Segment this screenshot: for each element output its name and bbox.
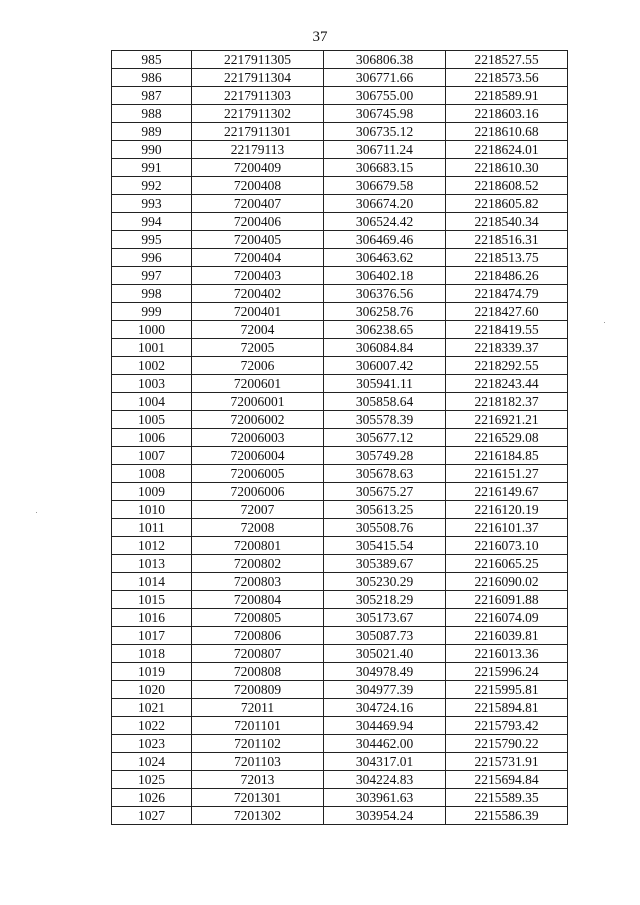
table-row (112, 249, 568, 267)
point-code-cell: 7200405 (192, 231, 324, 249)
table-row (112, 591, 568, 609)
point-code-cell: 72006006 (192, 483, 324, 501)
point-number-cell: 988 (112, 105, 192, 123)
point-code-cell: 72005 (192, 339, 324, 357)
point-number-cell: 1019 (112, 663, 192, 681)
y-coordinate-cell: 2216090.02 (446, 573, 568, 591)
point-code-cell: 2217911304 (192, 69, 324, 87)
y-coordinate-cell: 2218603.16 (446, 105, 568, 123)
x-coordinate-cell: 304462.00 (324, 735, 446, 753)
y-coordinate-cell: 2218243.44 (446, 375, 568, 393)
point-number-cell: 997 (112, 267, 192, 285)
point-number-cell: 1007 (112, 447, 192, 465)
point-code-cell: 7200402 (192, 285, 324, 303)
point-code-cell: 7201301 (192, 789, 324, 807)
point-number-cell: 1022 (112, 717, 192, 735)
point-number-cell: 1003 (112, 375, 192, 393)
point-code-cell: 7200408 (192, 177, 324, 195)
point-code-cell: 7201102 (192, 735, 324, 753)
point-code-cell: 7200401 (192, 303, 324, 321)
point-code-cell: 7200808 (192, 663, 324, 681)
table-row (112, 285, 568, 303)
y-coordinate-cell: 2218610.68 (446, 123, 568, 141)
point-number-cell: 1009 (112, 483, 192, 501)
point-number-cell: 1000 (112, 321, 192, 339)
x-coordinate-cell: 305678.63 (324, 465, 446, 483)
x-coordinate-cell: 306679.58 (324, 177, 446, 195)
point-code-cell: 72011 (192, 699, 324, 717)
table-row (112, 483, 568, 501)
x-coordinate-cell: 304977.39 (324, 681, 446, 699)
table-row (112, 87, 568, 105)
table-row (112, 195, 568, 213)
coordinates-table (111, 50, 568, 825)
x-coordinate-cell: 305087.73 (324, 627, 446, 645)
table-row (112, 375, 568, 393)
point-number-cell: 1004 (112, 393, 192, 411)
point-code-cell: 72006002 (192, 411, 324, 429)
point-code-cell: 7200409 (192, 159, 324, 177)
table-row (112, 123, 568, 141)
table-row (112, 213, 568, 231)
point-code-cell: 7200809 (192, 681, 324, 699)
point-number-cell: 996 (112, 249, 192, 267)
table-row (112, 735, 568, 753)
y-coordinate-cell: 2216091.88 (446, 591, 568, 609)
table-row (112, 447, 568, 465)
table-row (112, 753, 568, 771)
y-coordinate-cell: 2216065.25 (446, 555, 568, 573)
scan-speck (36, 512, 37, 513)
y-coordinate-cell: 2216149.67 (446, 483, 568, 501)
point-number-cell: 1013 (112, 555, 192, 573)
table-row (112, 393, 568, 411)
table-row (112, 429, 568, 447)
point-number-cell: 989 (112, 123, 192, 141)
y-coordinate-cell: 2216074.09 (446, 609, 568, 627)
point-code-cell: 7200807 (192, 645, 324, 663)
point-code-cell: 72006001 (192, 393, 324, 411)
y-coordinate-cell: 2218419.55 (446, 321, 568, 339)
x-coordinate-cell: 305941.11 (324, 375, 446, 393)
table-row (112, 789, 568, 807)
point-code-cell: 7200802 (192, 555, 324, 573)
point-code-cell: 7200804 (192, 591, 324, 609)
point-number-cell: 995 (112, 231, 192, 249)
y-coordinate-cell: 2216120.19 (446, 501, 568, 519)
table-row (112, 69, 568, 87)
y-coordinate-cell: 2216151.27 (446, 465, 568, 483)
point-number-cell: 1020 (112, 681, 192, 699)
point-number-cell: 1011 (112, 519, 192, 537)
table-row (112, 357, 568, 375)
y-coordinate-cell: 2218624.01 (446, 141, 568, 159)
y-coordinate-cell: 2218608.52 (446, 177, 568, 195)
x-coordinate-cell: 305749.28 (324, 447, 446, 465)
point-code-cell: 2217911303 (192, 87, 324, 105)
x-coordinate-cell: 304224.83 (324, 771, 446, 789)
x-coordinate-cell: 305415.54 (324, 537, 446, 555)
point-code-cell: 7200404 (192, 249, 324, 267)
point-code-cell: 72007 (192, 501, 324, 519)
x-coordinate-cell: 305677.12 (324, 429, 446, 447)
x-coordinate-cell: 306806.38 (324, 51, 446, 69)
point-code-cell: 7200601 (192, 375, 324, 393)
x-coordinate-cell: 306745.98 (324, 105, 446, 123)
point-number-cell: 1012 (112, 537, 192, 555)
point-code-cell: 72006004 (192, 447, 324, 465)
point-number-cell: 994 (112, 213, 192, 231)
point-code-cell: 2217911302 (192, 105, 324, 123)
table-row (112, 141, 568, 159)
y-coordinate-cell: 2218292.55 (446, 357, 568, 375)
point-number-cell: 1001 (112, 339, 192, 357)
x-coordinate-cell: 306683.15 (324, 159, 446, 177)
y-coordinate-cell: 2215996.24 (446, 663, 568, 681)
point-code-cell: 72004 (192, 321, 324, 339)
table-row (112, 645, 568, 663)
point-number-cell: 1027 (112, 807, 192, 825)
point-code-cell: 7200806 (192, 627, 324, 645)
table-row (112, 519, 568, 537)
point-number-cell: 992 (112, 177, 192, 195)
x-coordinate-cell: 305173.67 (324, 609, 446, 627)
point-code-cell: 72013 (192, 771, 324, 789)
point-number-cell: 999 (112, 303, 192, 321)
x-coordinate-cell: 306524.42 (324, 213, 446, 231)
y-coordinate-cell: 2218474.79 (446, 285, 568, 303)
y-coordinate-cell: 2216073.10 (446, 537, 568, 555)
point-code-cell: 72006005 (192, 465, 324, 483)
table-row (112, 267, 568, 285)
table-row (112, 537, 568, 555)
scan-speck (604, 322, 605, 323)
y-coordinate-cell: 2215731.91 (446, 753, 568, 771)
y-coordinate-cell: 2218427.60 (446, 303, 568, 321)
y-coordinate-cell: 2218339.37 (446, 339, 568, 357)
point-number-cell: 991 (112, 159, 192, 177)
table-row (112, 681, 568, 699)
point-code-cell: 22179113 (192, 141, 324, 159)
table-row (112, 231, 568, 249)
x-coordinate-cell: 306376.56 (324, 285, 446, 303)
table-row (112, 501, 568, 519)
x-coordinate-cell: 305230.29 (324, 573, 446, 591)
table-row (112, 51, 568, 69)
x-coordinate-cell: 305389.67 (324, 555, 446, 573)
y-coordinate-cell: 2215589.35 (446, 789, 568, 807)
x-coordinate-cell: 306463.62 (324, 249, 446, 267)
point-code-cell: 7201103 (192, 753, 324, 771)
point-number-cell: 1008 (112, 465, 192, 483)
point-code-cell: 7200801 (192, 537, 324, 555)
y-coordinate-cell: 2218589.91 (446, 87, 568, 105)
y-coordinate-cell: 2215995.81 (446, 681, 568, 699)
x-coordinate-cell: 305218.29 (324, 591, 446, 609)
x-coordinate-cell: 305578.39 (324, 411, 446, 429)
table-row (112, 177, 568, 195)
point-number-cell: 990 (112, 141, 192, 159)
x-coordinate-cell: 305613.25 (324, 501, 446, 519)
table-row (112, 321, 568, 339)
x-coordinate-cell: 306771.66 (324, 69, 446, 87)
y-coordinate-cell: 2215790.22 (446, 735, 568, 753)
point-code-cell: 7200403 (192, 267, 324, 285)
table-row (112, 411, 568, 429)
point-number-cell: 1006 (112, 429, 192, 447)
x-coordinate-cell: 306402.18 (324, 267, 446, 285)
point-number-cell: 993 (112, 195, 192, 213)
point-code-cell: 7200803 (192, 573, 324, 591)
x-coordinate-cell: 306258.76 (324, 303, 446, 321)
x-coordinate-cell: 304978.49 (324, 663, 446, 681)
y-coordinate-cell: 2216529.08 (446, 429, 568, 447)
y-coordinate-cell: 2218516.31 (446, 231, 568, 249)
table-row (112, 717, 568, 735)
page-number: 37 (312, 29, 328, 45)
table-row (112, 339, 568, 357)
y-coordinate-cell: 2218610.30 (446, 159, 568, 177)
point-number-cell: 1017 (112, 627, 192, 645)
point-number-cell: 1010 (112, 501, 192, 519)
point-number-cell: 1024 (112, 753, 192, 771)
point-number-cell: 986 (112, 69, 192, 87)
table-row (112, 771, 568, 789)
x-coordinate-cell: 305508.76 (324, 519, 446, 537)
y-coordinate-cell: 2218513.75 (446, 249, 568, 267)
table-row (112, 699, 568, 717)
y-coordinate-cell: 2215793.42 (446, 717, 568, 735)
point-code-cell: 2217911305 (192, 51, 324, 69)
table-row (112, 573, 568, 591)
y-coordinate-cell: 2216921.21 (446, 411, 568, 429)
point-code-cell: 2217911301 (192, 123, 324, 141)
table-row (112, 159, 568, 177)
x-coordinate-cell: 306711.24 (324, 141, 446, 159)
point-number-cell: 987 (112, 87, 192, 105)
table-row (112, 627, 568, 645)
x-coordinate-cell: 306238.65 (324, 321, 446, 339)
point-number-cell: 985 (112, 51, 192, 69)
point-number-cell: 1023 (112, 735, 192, 753)
table-row (112, 807, 568, 825)
table-row (112, 303, 568, 321)
x-coordinate-cell: 303961.63 (324, 789, 446, 807)
point-number-cell: 1005 (112, 411, 192, 429)
y-coordinate-cell: 2215894.81 (446, 699, 568, 717)
point-number-cell: 1014 (112, 573, 192, 591)
y-coordinate-cell: 2218573.56 (446, 69, 568, 87)
point-code-cell: 7200407 (192, 195, 324, 213)
coordinates-table-body (112, 51, 568, 825)
point-number-cell: 1016 (112, 609, 192, 627)
table-row (112, 465, 568, 483)
point-code-cell: 7200406 (192, 213, 324, 231)
x-coordinate-cell: 305858.64 (324, 393, 446, 411)
x-coordinate-cell: 306469.46 (324, 231, 446, 249)
x-coordinate-cell: 306735.12 (324, 123, 446, 141)
point-number-cell: 1018 (112, 645, 192, 663)
y-coordinate-cell: 2216184.85 (446, 447, 568, 465)
table-row (112, 555, 568, 573)
point-number-cell: 1025 (112, 771, 192, 789)
table-row (112, 105, 568, 123)
y-coordinate-cell: 2218486.26 (446, 267, 568, 285)
point-number-cell: 1026 (112, 789, 192, 807)
point-code-cell: 7200805 (192, 609, 324, 627)
point-code-cell: 7201101 (192, 717, 324, 735)
table-row (112, 609, 568, 627)
y-coordinate-cell: 2215586.39 (446, 807, 568, 825)
table-row (112, 663, 568, 681)
point-code-cell: 72006 (192, 357, 324, 375)
point-number-cell: 1015 (112, 591, 192, 609)
point-number-cell: 1021 (112, 699, 192, 717)
y-coordinate-cell: 2216013.36 (446, 645, 568, 663)
y-coordinate-cell: 2218605.82 (446, 195, 568, 213)
x-coordinate-cell: 306755.00 (324, 87, 446, 105)
x-coordinate-cell: 306674.20 (324, 195, 446, 213)
point-number-cell: 1002 (112, 357, 192, 375)
y-coordinate-cell: 2218182.37 (446, 393, 568, 411)
point-number-cell: 998 (112, 285, 192, 303)
x-coordinate-cell: 306007.42 (324, 357, 446, 375)
y-coordinate-cell: 2215694.84 (446, 771, 568, 789)
x-coordinate-cell: 304469.94 (324, 717, 446, 735)
point-code-cell: 72008 (192, 519, 324, 537)
x-coordinate-cell: 304724.16 (324, 699, 446, 717)
x-coordinate-cell: 306084.84 (324, 339, 446, 357)
y-coordinate-cell: 2218540.34 (446, 213, 568, 231)
y-coordinate-cell: 2218527.55 (446, 51, 568, 69)
point-code-cell: 72006003 (192, 429, 324, 447)
x-coordinate-cell: 305675.27 (324, 483, 446, 501)
x-coordinate-cell: 304317.01 (324, 753, 446, 771)
point-code-cell: 7201302 (192, 807, 324, 825)
x-coordinate-cell: 303954.24 (324, 807, 446, 825)
y-coordinate-cell: 2216039.81 (446, 627, 568, 645)
x-coordinate-cell: 305021.40 (324, 645, 446, 663)
y-coordinate-cell: 2216101.37 (446, 519, 568, 537)
